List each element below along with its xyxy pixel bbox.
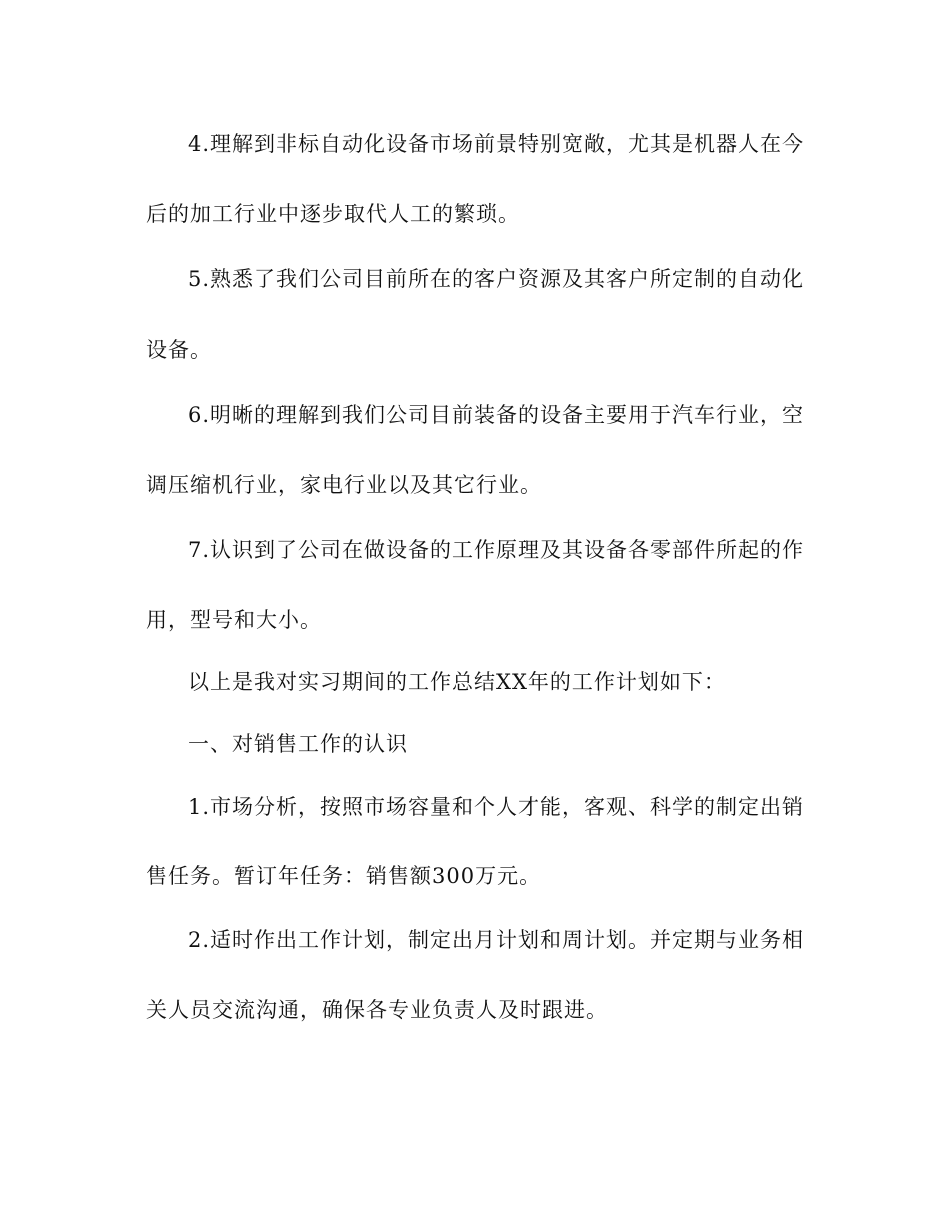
item-2-line-2: 关人员交流沟通，确保各专业负责人及时跟进。 xyxy=(146,998,608,1022)
item-2-line-1: 2.适时作出工作计划，制定出月计划和周计划。并定期与业务相 xyxy=(188,928,805,952)
paragraph-4-line-1: 4.理解到非标自动化设备市场前景特别宽敞，尤其是机器人在今 xyxy=(188,132,805,156)
paragraph-5-line-1: 5.熟悉了我们公司目前所在的客户资源及其客户所定制的自动化 xyxy=(188,267,805,291)
item-1-line-2: 售任务。暂订年任务：销售额300万元。 xyxy=(146,864,542,888)
paragraph-7-line-1: 7.认识到了公司在做设备的工作原理及其设备各零部件所起的作 xyxy=(188,538,805,562)
summary-paragraph: 以上是我对实习期间的工作总结XX年的工作计划如下： xyxy=(188,670,726,694)
item-1-line-1: 1.市场分析，按照市场容量和个人才能，客观、科学的制定出销 xyxy=(188,795,805,819)
paragraph-6-line-1: 6.明晰的理解到我们公司目前装备的设备主要用于汽车行业，空 xyxy=(188,403,805,427)
paragraph-5-line-2: 设备。 xyxy=(146,338,212,362)
paragraph-4-line-2: 后的加工行业中逐步取代人工的繁琐。 xyxy=(146,202,520,226)
paragraph-7-line-2: 用，型号和大小。 xyxy=(146,608,322,632)
paragraph-6-line-2: 调压缩机行业，家电行业以及其它行业。 xyxy=(146,473,542,497)
section-heading-sales: 一、对销售工作的认识 xyxy=(188,732,408,756)
